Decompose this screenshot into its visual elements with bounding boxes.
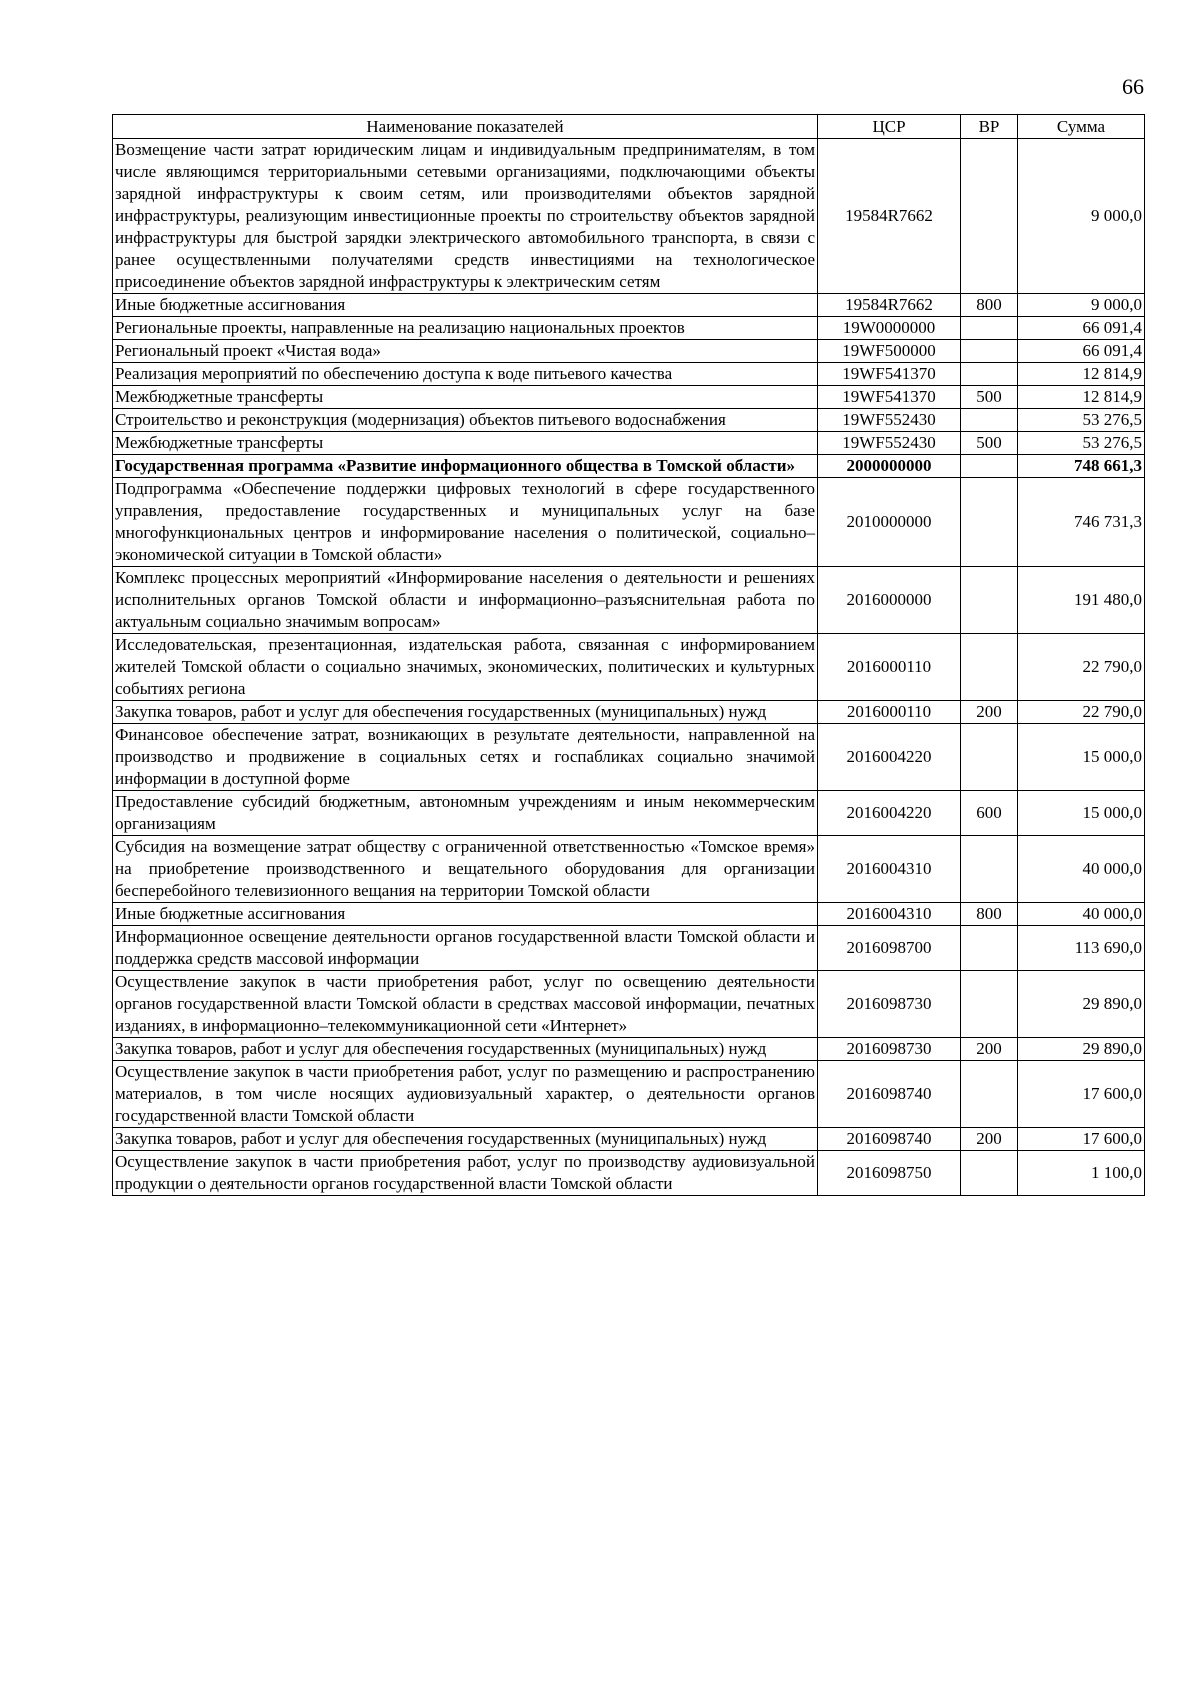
row-csr-cell: 2010000000 (818, 478, 961, 567)
row-name-cell: Региональные проекты, направленные на реализацию национальных проектов (113, 317, 818, 340)
table-row (113, 432, 1145, 455)
table-row (113, 317, 1145, 340)
header-csr: ЦСР (818, 115, 961, 139)
table-row (113, 724, 1145, 791)
table-row (113, 971, 1145, 1038)
row-sum-cell: 15 000,0 (1018, 724, 1145, 791)
row-name-cell: Строительство и реконструкция (модернизация) объектов питьевого водоснабжения (113, 409, 818, 432)
row-csr-cell: 19WF541370 (818, 386, 961, 409)
row-name-cell: Закупка товаров, работ и услуг для обеспечения государственных (муниципальных) нужд (113, 1128, 818, 1151)
row-name-cell: Информационное освещение деятельности органов государственной власти Томской области и поддержка средств массовой информации (113, 926, 818, 971)
table-row (113, 1128, 1145, 1151)
row-csr-cell: 19WF552430 (818, 409, 961, 432)
table-row (113, 1151, 1145, 1196)
row-vr-cell: 200 (961, 1128, 1018, 1151)
row-sum-cell: 40 000,0 (1018, 903, 1145, 926)
row-name-cell: Возмещение части затрат юридическим лицам и индивидуальным предпринимателям, в том числе являющимся территориальными сетевыми организациями, подключающими объекты зарядной инфраструктуры к своим сетям, или производителями объектов зарядной инфраструктуры, реализующим инвестиционные проекты по строительству объектов зарядной инфраструктуры для быстрой зарядки электрического автомобильного транспорта, в связи с ранее осуществленными получателями средств инвестициями на технологическое присоединение объектов зарядной инфраструктуры к электрическим сетям (113, 139, 818, 294)
table-row (113, 903, 1145, 926)
table-row (113, 567, 1145, 634)
row-vr-cell (961, 478, 1018, 567)
row-csr-cell: 2016098740 (818, 1128, 961, 1151)
table-row (113, 478, 1145, 567)
row-name-cell: Государственная программа «Развитие информационного общества в Томской области» (113, 455, 818, 478)
row-vr-cell: 500 (961, 432, 1018, 455)
header-sum: Сумма (1018, 115, 1145, 139)
row-csr-cell: 2016098730 (818, 971, 961, 1038)
row-sum-cell: 53 276,5 (1018, 432, 1145, 455)
row-name-cell: Предоставление субсидий бюджетным, автономным учреждениям и иным некоммерческим организациям (113, 791, 818, 836)
row-name-cell: Субсидия на возмещение затрат обществу с ограниченной ответственностью «Томское время» на приобретение производственного и вещательного оборудования для организации бесперебойного телевизионного вещания на территории Томской области (113, 836, 818, 903)
row-sum-cell: 66 091,4 (1018, 340, 1145, 363)
row-sum-cell: 22 790,0 (1018, 701, 1145, 724)
row-name-cell: Иные бюджетные ассигнования (113, 294, 818, 317)
row-csr-cell: 2016004220 (818, 791, 961, 836)
row-vr-cell (961, 1061, 1018, 1128)
row-sum-cell: 1 100,0 (1018, 1151, 1145, 1196)
page-number: 66 (1122, 74, 1144, 99)
row-name-cell: Комплекс процессных мероприятий «Информирование населения о деятельности и решениях исполнительных органов Томской области и информационно–разъяснительная работа по актуальным социально значимым вопросам» (113, 567, 818, 634)
row-csr-cell: 2016004310 (818, 903, 961, 926)
row-vr-cell (961, 340, 1018, 363)
row-sum-cell: 113 690,0 (1018, 926, 1145, 971)
table-row (113, 926, 1145, 971)
row-vr-cell: 800 (961, 294, 1018, 317)
table-row (113, 386, 1145, 409)
row-csr-cell: 2016004310 (818, 836, 961, 903)
row-name-cell: Финансовое обеспечение затрат, возникающих в результате деятельности, направленной на производство и продвижение в социальных сетях и госпабликах социально значимой информации в доступной форме (113, 724, 818, 791)
row-csr-cell: 19WF541370 (818, 363, 961, 386)
row-name-cell: Осуществление закупок в части приобретения работ, услуг по размещению и распространению материалов, в том числе носящих аудиовизуальный характер, о деятельности органов государственной власти Томской области (113, 1061, 818, 1128)
row-vr-cell (961, 567, 1018, 634)
row-csr-cell: 19584R7662 (818, 294, 961, 317)
row-vr-cell (961, 926, 1018, 971)
row-csr-cell: 2016000110 (818, 634, 961, 701)
row-name-cell: Межбюджетные трансферты (113, 432, 818, 455)
row-vr-cell (961, 634, 1018, 701)
row-vr-cell (961, 139, 1018, 294)
row-vr-cell: 600 (961, 791, 1018, 836)
row-vr-cell (961, 455, 1018, 478)
row-vr-cell: 200 (961, 1038, 1018, 1061)
table-row (113, 294, 1145, 317)
row-sum-cell: 66 091,4 (1018, 317, 1145, 340)
table-row (113, 701, 1145, 724)
row-sum-cell: 17 600,0 (1018, 1061, 1145, 1128)
row-vr-cell (961, 363, 1018, 386)
row-sum-cell: 12 814,9 (1018, 386, 1145, 409)
table-row (113, 363, 1145, 386)
row-name-cell: Закупка товаров, работ и услуг для обеспечения государственных (муниципальных) нужд (113, 1038, 818, 1061)
row-vr-cell (961, 1151, 1018, 1196)
table-row (113, 1061, 1145, 1128)
row-csr-cell: 19WF500000 (818, 340, 961, 363)
row-sum-cell: 9 000,0 (1018, 139, 1145, 294)
row-sum-cell: 15 000,0 (1018, 791, 1145, 836)
row-vr-cell: 200 (961, 701, 1018, 724)
row-csr-cell: 19584R7662 (818, 139, 961, 294)
table-row (113, 340, 1145, 363)
row-sum-cell: 9 000,0 (1018, 294, 1145, 317)
row-sum-cell: 40 000,0 (1018, 836, 1145, 903)
row-csr-cell: 2016098700 (818, 926, 961, 971)
row-vr-cell: 800 (961, 903, 1018, 926)
row-vr-cell (961, 836, 1018, 903)
table-row (113, 409, 1145, 432)
row-sum-cell: 22 790,0 (1018, 634, 1145, 701)
row-name-cell: Исследовательская, презентационная, издательская работа, связанная с информированием жителей Томской области о социально значимых, экономических, политических и культурных событиях региона (113, 634, 818, 701)
row-name-cell: Подпрограмма «Обеспечение поддержки цифровых технологий в сфере государственного управления, предоставление государственных и муниципальных услуг на базе многофункциональных центров и информирование населения о политической, социально–экономической ситуации в Томской области» (113, 478, 818, 567)
row-csr-cell: 19W0000000 (818, 317, 961, 340)
row-sum-cell: 29 890,0 (1018, 971, 1145, 1038)
row-csr-cell: 2016098750 (818, 1151, 961, 1196)
row-csr-cell: 2000000000 (818, 455, 961, 478)
row-vr-cell (961, 317, 1018, 340)
row-sum-cell: 17 600,0 (1018, 1128, 1145, 1151)
row-sum-cell: 12 814,9 (1018, 363, 1145, 386)
row-csr-cell: 2016098730 (818, 1038, 961, 1061)
row-sum-cell: 191 480,0 (1018, 567, 1145, 634)
table-row (113, 455, 1145, 478)
table-row (113, 139, 1145, 294)
row-csr-cell: 19WF552430 (818, 432, 961, 455)
row-csr-cell: 2016000110 (818, 701, 961, 724)
header-name: Наименование показателей (113, 115, 818, 139)
header-vr: ВР (961, 115, 1018, 139)
row-name-cell: Осуществление закупок в части приобретения работ, услуг по освещению деятельности органов государственной власти Томской области в средствах массовой информации, печатных изданиях, в информационно–телекоммуникационной сети «Интернет» (113, 971, 818, 1038)
row-vr-cell (961, 971, 1018, 1038)
row-sum-cell: 748 661,3 (1018, 455, 1145, 478)
table-row (113, 836, 1145, 903)
row-vr-cell (961, 409, 1018, 432)
budget-table (112, 114, 1145, 1196)
row-csr-cell: 2016000000 (818, 567, 961, 634)
row-name-cell: Иные бюджетные ассигнования (113, 903, 818, 926)
row-name-cell: Осуществление закупок в части приобретения работ, услуг по производству аудиовизуальной продукции о деятельности органов государственной власти Томской области (113, 1151, 818, 1196)
row-name-cell: Региональный проект «Чистая вода» (113, 340, 818, 363)
row-sum-cell: 53 276,5 (1018, 409, 1145, 432)
row-csr-cell: 2016004220 (818, 724, 961, 791)
row-csr-cell: 2016098740 (818, 1061, 961, 1128)
row-name-cell: Межбюджетные трансферты (113, 386, 818, 409)
row-vr-cell: 500 (961, 386, 1018, 409)
row-name-cell: Закупка товаров, работ и услуг для обеспечения государственных (муниципальных) нужд (113, 701, 818, 724)
row-sum-cell: 29 890,0 (1018, 1038, 1145, 1061)
table-row (113, 634, 1145, 701)
table-header-row (113, 115, 1145, 139)
row-vr-cell (961, 724, 1018, 791)
row-name-cell: Реализация мероприятий по обеспечению доступа к воде питьевого качества (113, 363, 818, 386)
table-row (113, 791, 1145, 836)
row-sum-cell: 746 731,3 (1018, 478, 1145, 567)
table-row (113, 1038, 1145, 1061)
